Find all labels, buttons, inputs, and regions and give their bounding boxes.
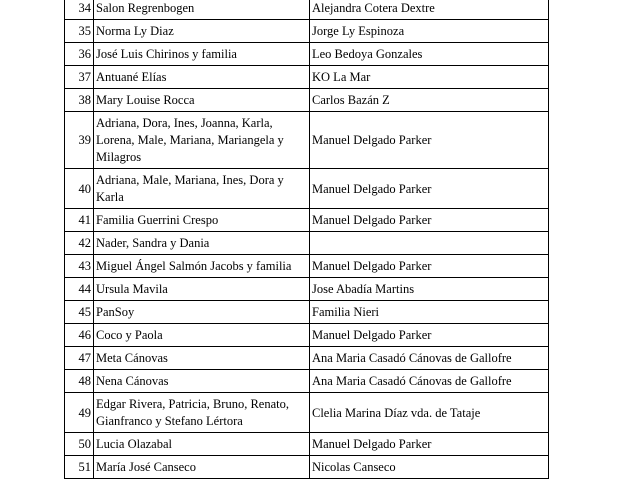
donor-name-cell: Manuel Delgado Parker — [310, 255, 549, 278]
recipient-name-cell: Mary Louise Rocca — [94, 89, 310, 112]
table-row — [65, 232, 549, 255]
donor-name-cell: Manuel Delgado Parker — [310, 112, 549, 169]
table-row — [65, 324, 549, 347]
table-row — [65, 209, 549, 232]
row-number: 49 — [65, 393, 94, 433]
row-number: 35 — [65, 20, 94, 43]
table-body — [65, 0, 549, 479]
row-number: 45 — [65, 301, 94, 324]
recipient-name-cell: Lucia Olazabal — [94, 433, 310, 456]
donor-name-cell: Manuel Delgado Parker — [310, 169, 549, 209]
donor-name-cell: Nicolas Canseco — [310, 456, 549, 479]
row-number: 40 — [65, 169, 94, 209]
recipient-name-cell: Coco y Paola — [94, 324, 310, 347]
table-row — [65, 255, 549, 278]
row-number: 34 — [65, 0, 94, 20]
recipient-name-cell: Familia Guerrini Crespo — [94, 209, 310, 232]
donor-name-cell: Ana Maria Casadó Cánovas de Gallofre — [310, 347, 549, 370]
row-number: 37 — [65, 66, 94, 89]
row-number: 47 — [65, 347, 94, 370]
row-number: 42 — [65, 232, 94, 255]
recipient-name-cell: Salon Regrenbogen — [94, 0, 310, 20]
table-row — [65, 169, 549, 209]
table-row — [65, 43, 549, 66]
donor-name-cell: Clelia Marina Díaz vda. de Tataje — [310, 393, 549, 433]
table-row — [65, 89, 549, 112]
row-number: 36 — [65, 43, 94, 66]
recipient-name-cell: Adriana, Dora, Ines, Joanna, Karla, Lorena, Male, Mariana, Mariangela y Milagros — [94, 112, 310, 169]
table-row — [65, 278, 549, 301]
row-number: 44 — [65, 278, 94, 301]
table-row — [65, 0, 549, 20]
row-number: 50 — [65, 433, 94, 456]
donor-name-cell: Manuel Delgado Parker — [310, 209, 549, 232]
donor-name-cell: Alejandra Cotera Dextre — [310, 0, 549, 20]
donor-name-cell: Ana Maria Casadó Cánovas de Gallofre — [310, 370, 549, 393]
donor-name-cell: Jose Abadía Martins — [310, 278, 549, 301]
recipient-name-cell: Nader, Sandra y Dania — [94, 232, 310, 255]
recipient-name-cell: Norma Ly Diaz — [94, 20, 310, 43]
donor-name-cell: Manuel Delgado Parker — [310, 433, 549, 456]
row-number: 43 — [65, 255, 94, 278]
table-row — [65, 66, 549, 89]
recipient-name-cell: Ursula Mavila — [94, 278, 310, 301]
table-row — [65, 20, 549, 43]
names-table — [64, 0, 549, 479]
recipient-name-cell: José Luis Chirinos y familia — [94, 43, 310, 66]
table-row — [65, 301, 549, 324]
recipient-name-cell: Miguel Ángel Salmón Jacobs y familia — [94, 255, 310, 278]
recipient-name-cell: Edgar Rivera, Patricia, Bruno, Renato, Gianfranco y Stefano Lértora — [94, 393, 310, 433]
row-number: 46 — [65, 324, 94, 347]
donor-name-cell — [310, 232, 549, 255]
donor-name-cell: KO La Mar — [310, 66, 549, 89]
row-number: 41 — [65, 209, 94, 232]
table-row — [65, 370, 549, 393]
row-number: 48 — [65, 370, 94, 393]
table-row — [65, 112, 549, 169]
recipient-name-cell: PanSoy — [94, 301, 310, 324]
recipient-name-cell: María José Canseco — [94, 456, 310, 479]
recipient-name-cell: Adriana, Male, Mariana, Ines, Dora y Karla — [94, 169, 310, 209]
recipient-name-cell: Antuané Elías — [94, 66, 310, 89]
recipient-name-cell: Meta Cánovas — [94, 347, 310, 370]
recipient-name-cell: Nena Cánovas — [94, 370, 310, 393]
row-number: 39 — [65, 112, 94, 169]
row-number: 38 — [65, 89, 94, 112]
donor-name-cell: Jorge Ly Espinoza — [310, 20, 549, 43]
table-row — [65, 347, 549, 370]
table-row — [65, 433, 549, 456]
row-number: 51 — [65, 456, 94, 479]
donor-name-cell: Manuel Delgado Parker — [310, 324, 549, 347]
table-row — [65, 393, 549, 433]
donor-name-cell: Carlos Bazán Z — [310, 89, 549, 112]
donor-name-cell: Familia Nieri — [310, 301, 549, 324]
table-row — [65, 456, 549, 479]
donor-name-cell: Leo Bedoya Gonzales — [310, 43, 549, 66]
